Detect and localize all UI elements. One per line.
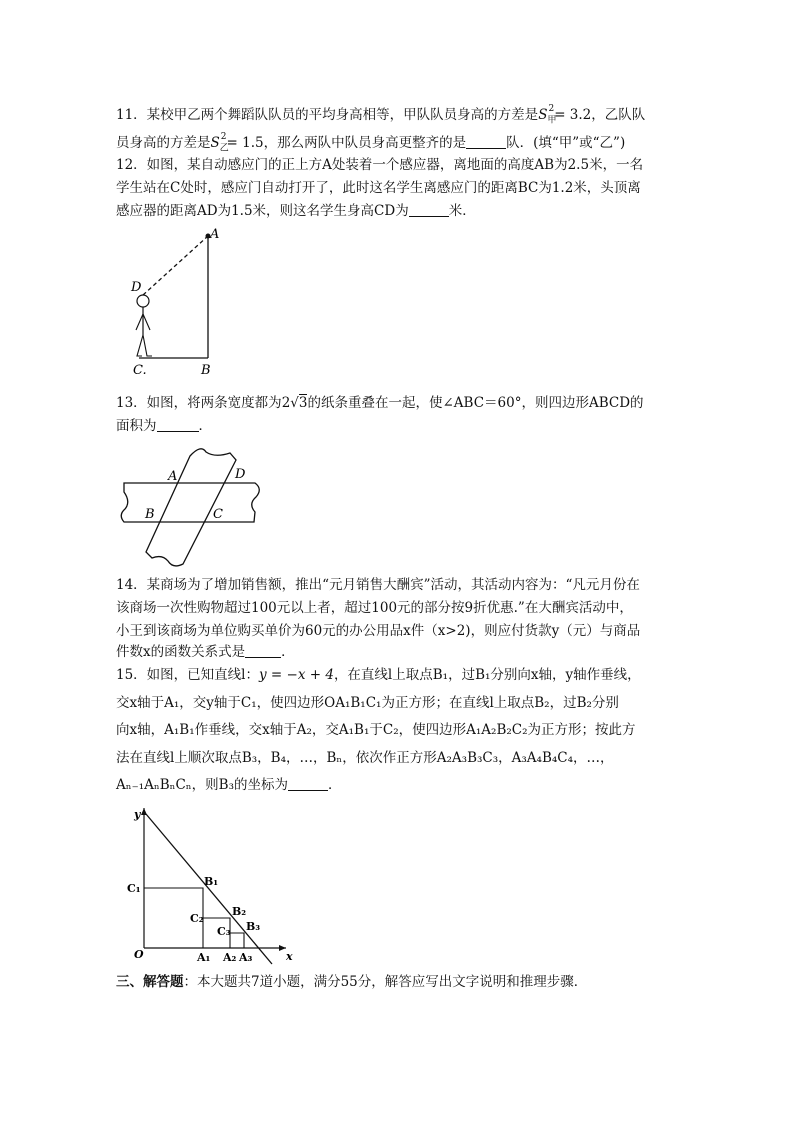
label-b3: B₃ — [246, 920, 261, 933]
variance-value: = 3.2 — [554, 107, 592, 123]
q15-text: ． — [327, 777, 342, 793]
label-a2: A₂ — [223, 951, 237, 964]
answer-blank — [157, 417, 199, 432]
q15-line-2: 交x轴于A₁，交y轴于C₁，使四边形OA₁B₁C₁为正方形；在直线l上取点B₂，过B₂分别 — [116, 695, 619, 711]
q15-line-3: 向x轴，A₁B₁作垂线，交x轴于A₂，交A₁B₁于C₂，使四边形A₁A₂B₂C₂为正方形；按此方 — [116, 722, 636, 738]
label-y: y — [134, 808, 141, 821]
student-head — [137, 295, 149, 307]
q13-text: ． — [198, 418, 212, 434]
q12-text: 感应器的距离AD为1.5米，则这名学生身高CD为 — [116, 203, 409, 219]
q15-text: ，在直线l上取点B₁，过B₁分别向x轴，y轴作垂线， — [333, 667, 641, 683]
section-3-title: 三、解答题 — [116, 974, 184, 990]
label-b2: B₂ — [232, 905, 247, 918]
q15-line-1 — [116, 665, 641, 685]
variance-subscript: 甲 — [547, 115, 557, 126]
label-a: A — [210, 227, 220, 242]
sight-line-ad — [143, 236, 208, 295]
label-d: D — [235, 467, 246, 482]
section-3-text: ：本大题共7道小题，满分55分，解答应写出文字说明和推理步骤． — [183, 974, 588, 990]
q14-text: ． — [281, 644, 295, 660]
q11-line-2 — [116, 127, 625, 159]
q13-line-1 — [116, 393, 644, 413]
label-d: D — [131, 280, 142, 295]
section-3-heading — [116, 972, 587, 992]
answer-blank — [409, 202, 449, 217]
q11-text: ，乙队队 — [591, 107, 646, 123]
q11-line-1 — [116, 99, 645, 131]
label-b: B — [201, 363, 211, 378]
x-axis-arrow-icon — [279, 945, 286, 951]
label-b1: B₁ — [204, 875, 219, 888]
q11-text: ，那么两队中队员身高更整齐的是 — [263, 135, 467, 151]
q13-text: 的纸条重叠在一起，使∠ABC＝60°，则四边形ABCD的 — [307, 395, 644, 411]
answer-blank — [245, 643, 281, 658]
q15-line-5 — [116, 775, 341, 795]
q12-line-3 — [116, 201, 476, 221]
label-a: A — [168, 469, 178, 484]
student-limbs — [136, 314, 152, 356]
line-equation: y = −x + 4 — [259, 667, 334, 683]
q11-text: 队．(填“甲”或“乙”) — [506, 135, 626, 151]
q13-text: 13．如图，将两条宽度都为 — [116, 395, 282, 411]
label-b: B — [145, 507, 155, 522]
variance-superscript: 2 — [220, 132, 227, 142]
q12-line-2: 学生站在C处时，感应门自动打开了，此时这名学生离感应门的距离BC为1.2米，头顶离 — [116, 180, 641, 196]
label-o: O — [134, 948, 144, 961]
variance-symbol: S — [210, 135, 220, 151]
q15-figure — [120, 800, 300, 968]
q14-text: 件数x的函数关系式是 — [116, 644, 246, 660]
line-l — [146, 814, 272, 964]
q14-line-2: 该商场一次性购物超过100元以上者，超过100元的部分按9折优惠.”在大酬宾活动中， — [116, 600, 633, 616]
sqrt-icon: √ — [290, 395, 299, 411]
q13-text: 面积为 — [116, 418, 157, 434]
width-coefficient: 2 — [281, 395, 291, 411]
q12-figure — [125, 222, 225, 382]
label-c: C — [213, 507, 223, 522]
square-3 — [230, 933, 244, 948]
q12-line-1: 12．如图，某自动感应门的正上方A处装着一个感应器，离地面的高度AB为2.5米，一名 — [116, 157, 644, 173]
width-radicand: 3 — [298, 395, 308, 411]
q13-figure — [118, 442, 268, 572]
answer-blank — [288, 776, 328, 791]
label-c1: C₁ — [127, 882, 141, 895]
label-c2: C₂ — [190, 912, 204, 925]
label-c3: C₃ — [217, 925, 231, 938]
horizontal-paper-strip — [121, 483, 259, 522]
answer-blank — [466, 134, 506, 149]
q14-line-1: 14．某商场为了增加销售额，推出“元月销售大酬宾”活动，其活动内容为：“凡元月份在 — [116, 577, 640, 593]
label-x: x — [286, 950, 293, 963]
variance-value: = 1.5 — [226, 135, 264, 151]
label-a3: A₃ — [239, 951, 253, 964]
variance-subscript: 乙 — [219, 143, 229, 154]
label-c: C. — [133, 363, 147, 378]
q12-text: 米． — [448, 203, 476, 219]
q14-line-4 — [116, 642, 295, 662]
variance-symbol: S — [538, 107, 548, 123]
q14-line-3: 小王到该商场为单位购买单价为60元的办公用品x件（x>2)，则应付货款y（元）与商品 — [116, 623, 641, 639]
variance-superscript: 2 — [548, 104, 555, 114]
label-a1: A₁ — [197, 951, 211, 964]
q11-text: 员身高的方差是 — [116, 135, 211, 151]
q15-text: 15．如图，已知直线l： — [116, 667, 259, 683]
q11-text: 11．某校甲乙两个舞蹈队队员的平均身高相等，甲队队员身高的方差是 — [116, 107, 539, 123]
q13-line-2 — [116, 416, 212, 436]
q15-text: Aₙ₋₁AₙBₙCₙ，则B₃的坐标为 — [116, 777, 288, 793]
q15-line-4: 法在直线l上顺次取点B₃，B₄，…，Bₙ，依次作正方形A₂A₃B₃C₃，A₃A₄B₄C₄，…， — [116, 750, 614, 766]
